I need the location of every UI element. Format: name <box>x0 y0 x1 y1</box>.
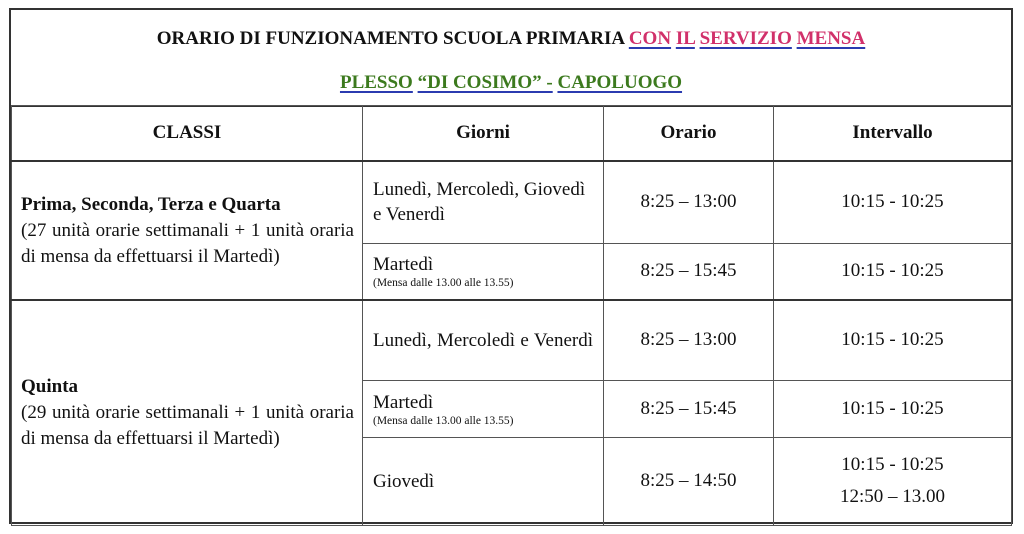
break-cell: 10:15 - 10:25 <box>774 161 1012 243</box>
title-il: IL <box>675 28 695 49</box>
hours-cell: 8:25 – 13:00 <box>604 300 774 380</box>
document-header <box>11 10 1011 107</box>
column-header-classi: CLASSI <box>12 106 363 162</box>
days-text: Martedì <box>373 391 434 413</box>
break-2: 12:50 – 13.00 <box>839 486 946 507</box>
document-title <box>11 28 1011 50</box>
table-header-row <box>12 106 1012 162</box>
class-cell-group-1 <box>12 161 363 300</box>
document-subtitle <box>11 72 1011 94</box>
break-cell: 10:15 - 10:25 <box>774 380 1012 437</box>
days-cell <box>363 161 604 243</box>
days-cell <box>363 380 604 437</box>
subtitle-plesso: PLESSO <box>339 72 413 93</box>
class-name: Quinta <box>21 375 79 397</box>
schedule-table <box>11 105 1012 526</box>
break-cell: 10:15 - 10:25 <box>774 300 1012 380</box>
days-cell <box>363 437 604 525</box>
break-cell: 10:15 - 10:25 <box>774 243 1012 300</box>
table-row <box>12 300 1012 380</box>
break-cell <box>774 437 1012 525</box>
lunch-note: (Mensa dalle 13.00 alle 13.55) <box>373 414 514 427</box>
subtitle-place: CAPOLUOGO <box>557 72 683 93</box>
days-cell <box>363 243 604 300</box>
hours-cell: 8:25 – 13:00 <box>604 161 774 243</box>
days-text: Martedì <box>373 254 434 276</box>
title-con: CON <box>628 28 672 49</box>
hours-cell: 8:25 – 15:45 <box>604 380 774 437</box>
title-mensa: MENSA <box>796 28 866 49</box>
column-header-intervallo: Intervallo <box>774 106 1012 162</box>
table-row <box>12 161 1012 243</box>
days-text: Lunedì, Mercoledì e Venerdì <box>373 329 593 351</box>
break-1: 10:15 - 10:25 <box>841 454 944 475</box>
class-description: (29 unità orarie settimanali + 1 unità oraria di mensa da effettuarsi il Martedì) <box>21 401 354 449</box>
days-cell <box>363 300 604 380</box>
class-cell-group-2 <box>12 300 363 525</box>
title-text: ORARIO DI FUNZIONAMENTO SCUOLA PRIMARIA <box>156 28 629 49</box>
subtitle-school-name: “DI COSIMO” - <box>417 72 553 93</box>
hours-cell: 8:25 – 14:50 <box>604 437 774 525</box>
title-servizio: SERVIZIO <box>699 28 792 49</box>
class-description: (27 unità orarie settimanali + 1 unità oraria di mensa da effettuarsi il Martedì) <box>21 219 354 267</box>
schedule-document <box>9 8 1013 524</box>
column-header-orario: Orario <box>604 106 774 162</box>
hours-cell: 8:25 – 15:45 <box>604 243 774 300</box>
lunch-note: (Mensa dalle 13.00 alle 13.55) <box>373 277 514 290</box>
days-text: Lunedì, Mercoledì, Giovedì e Venerdì <box>373 179 586 226</box>
class-name: Prima, Seconda, Terza e Quarta <box>21 193 281 215</box>
days-text: Giovedì <box>373 470 435 492</box>
column-header-giorni: Giorni <box>363 106 604 162</box>
